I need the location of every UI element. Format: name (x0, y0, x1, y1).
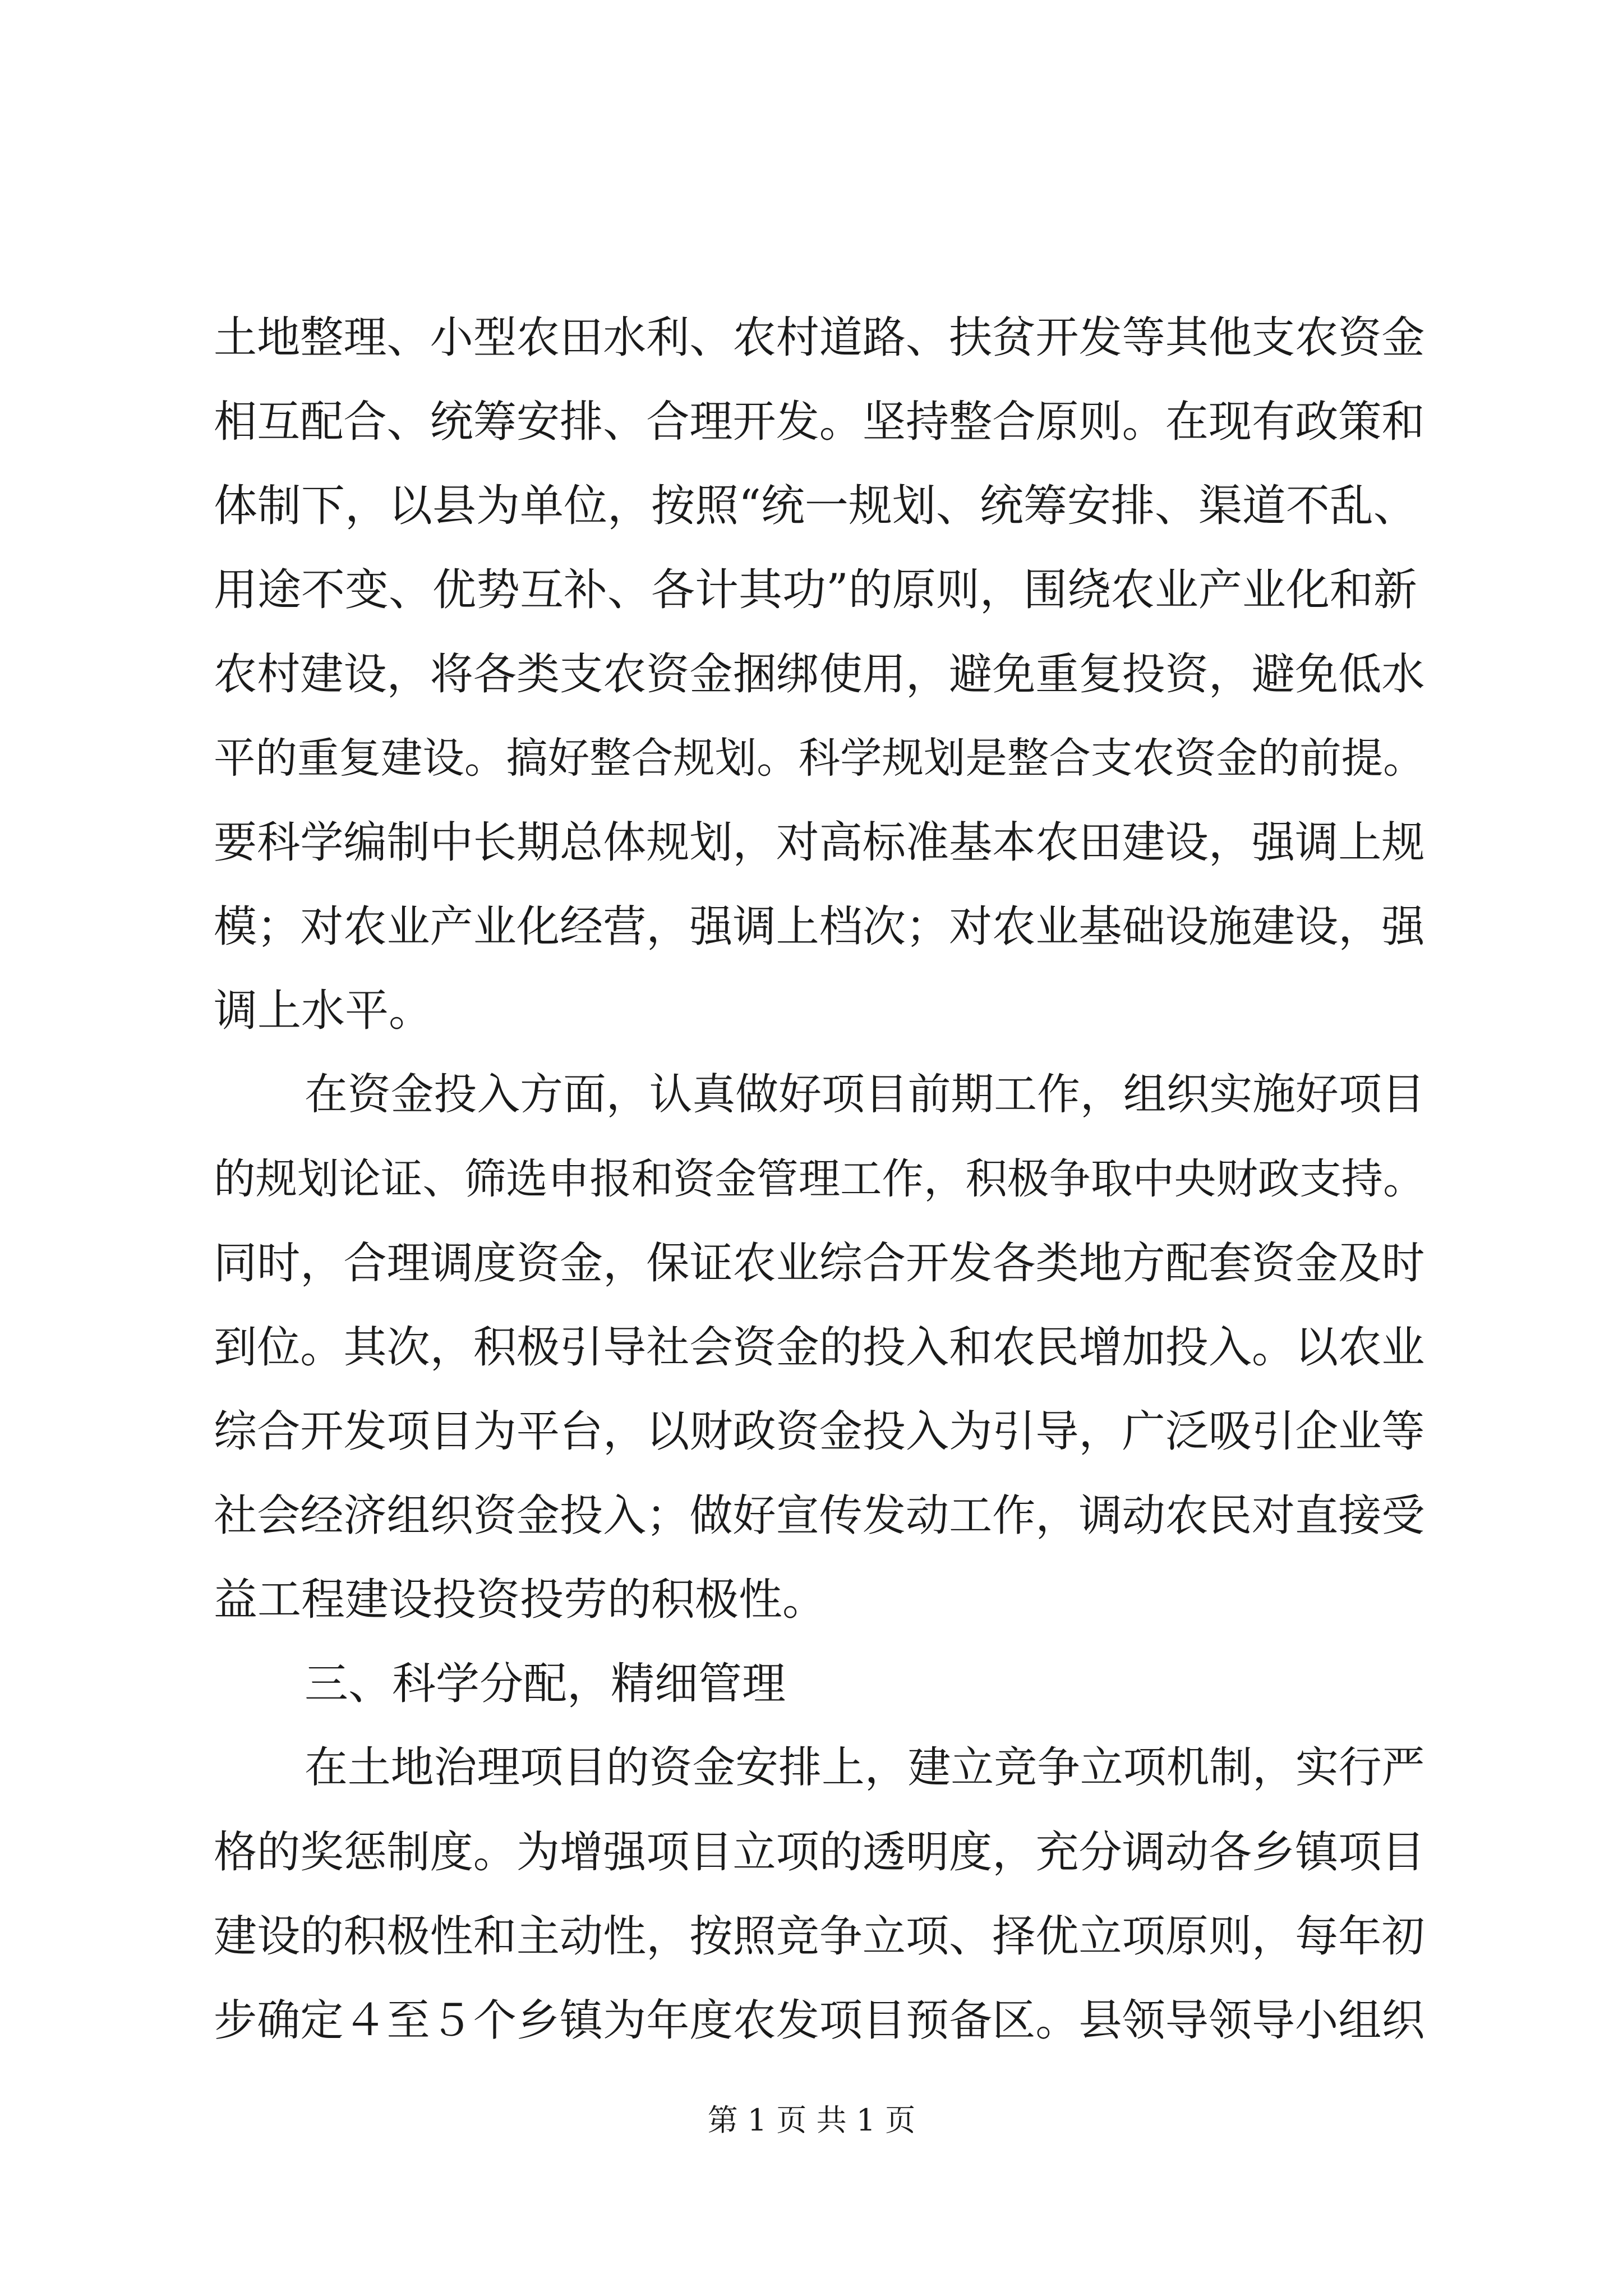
body-line: 要科学编制中长期总体规划，对高标准基本农田建设，强调上规 (214, 817, 1425, 868)
body-line: 平的重复建设。搞好整合规划。科学规划是整合支农资金的前提。 (214, 734, 1425, 783)
body-line: 用途不变、优势互补、各计其功”的原则，围绕农业产业化和新 (214, 565, 1417, 615)
body-line: 农村建设，将各类支农资金捆绑使用，避免重复投资，避免低水 (214, 649, 1425, 700)
body-line: 到位。其次，积极引导社会资金的投入和农民增加投入。以农业 (214, 1322, 1425, 1373)
paragraph-first-line: 在土地治理项目的资金安排上，建立竞争立项机制，实行严 (305, 1743, 1425, 1793)
body-line: 模；对农业产业化经营，强调上档次；对农业基础设施建设，强 (214, 901, 1425, 952)
body-line: 社会经济组织资金投入；做好宣传发动工作，调动农民对直接受 (214, 1490, 1425, 1541)
body-line: 益工程建设投资投劳的积极性。 (214, 1575, 827, 1625)
body-line: 步确定４至５个乡镇为年度农发项目预备区。县领导领导小组织 (214, 1995, 1425, 2046)
body-line: 综合开发项目为平台，以财政资金投入为引导，广泛吸引企业等 (214, 1406, 1425, 1457)
paragraph-first-line: 在资金投入方面，认真做好项目前期工作，组织实施好项目 (305, 1070, 1425, 1120)
body-line: 相互配合、统筹安排、合理开发。坚持整合原则。在现有政策和 (214, 397, 1425, 447)
body-line: 土地整理、小型农田水利、农村道路、扶贫开发等其他支农资金 (214, 312, 1425, 363)
body-line: 调上水平。 (214, 986, 433, 1036)
page-footer: 第 1 页 共 1 页 (707, 2102, 916, 2138)
body-line: 同时，合理调度资金，保证农业综合开发各类地方配套资金及时 (214, 1238, 1425, 1289)
body-line: 建设的积极性和主动性，按照竞争立项、择优立项原则，每年初 (214, 1911, 1425, 1962)
body-line: 体制下，以县为单位，按照“统一规划、统筹安排、渠道不乱、 (214, 481, 1417, 531)
document-body (214, 296, 1425, 2063)
body-line: 的规划论证、筛选申报和资金管理工作，积极争取中央财政支持。 (214, 1154, 1425, 1203)
body-line: 格的奖惩制度。为增强项目立项的透明度，充分调动各乡镇项目 (214, 1827, 1425, 1878)
section-heading: 三、科学分配，精细管理 (305, 1659, 786, 1709)
